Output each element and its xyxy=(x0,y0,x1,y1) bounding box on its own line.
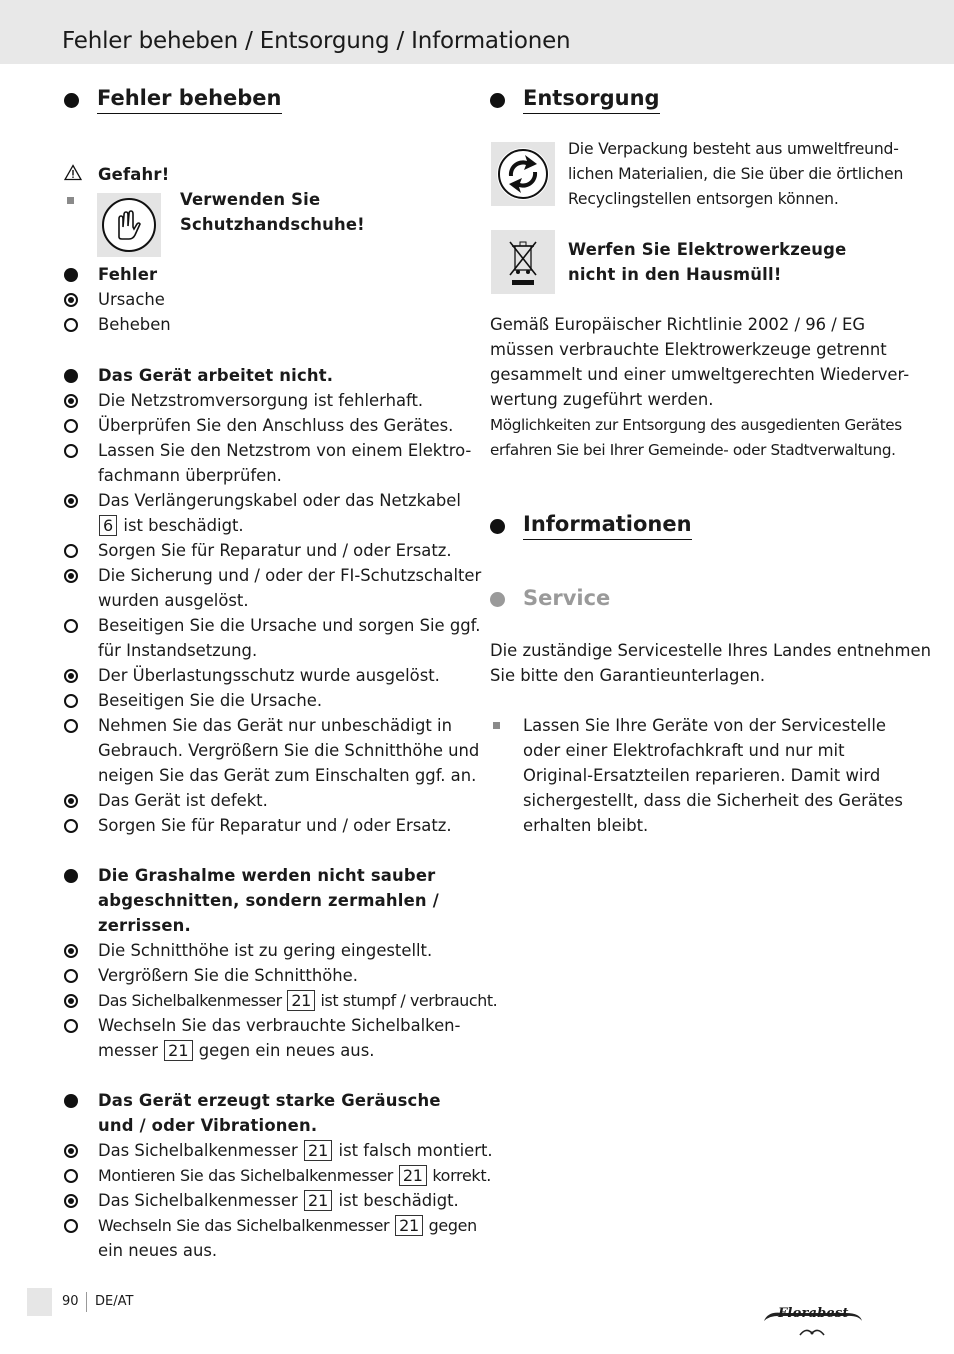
service-bullet-line: sichergestellt, dass die Sicherheit des Gerätes xyxy=(523,791,903,810)
language-code: DE/AT xyxy=(95,1294,134,1309)
remedy-marker xyxy=(64,444,78,458)
section-title: Service xyxy=(523,586,611,610)
section-informationen xyxy=(490,512,692,540)
remedy-marker xyxy=(64,544,78,558)
remedy-text xyxy=(98,1163,491,1188)
cause-text: Der Überlastungsschutz wurde ausgelöst. xyxy=(98,666,440,685)
fault-title: Das Gerät arbeitet nicht. xyxy=(98,366,334,385)
directive-text-line: müssen verbrauchte Elektrowerkzeuge getrennt xyxy=(490,340,887,359)
remedy-text-part: messer xyxy=(98,1041,158,1060)
cause-marker xyxy=(64,994,78,1008)
cause-marker xyxy=(64,669,78,683)
remedy-marker xyxy=(64,1219,78,1233)
packaging-text-line: lichen Materialien, die Sie über die örtlichen xyxy=(568,165,904,183)
directive-text-line: wertung zugeführt werden. xyxy=(490,390,714,409)
cause-text-part: ist beschädigt. xyxy=(123,516,244,535)
service-bullet-line: Lassen Sie Ihre Geräte von der Servicestelle xyxy=(523,716,886,735)
options-text-line: Möglichkeiten zur Entsorgung des ausgedienten Gerätes xyxy=(490,416,902,434)
cause-text: Die Sicherung und / oder der FI-Schutzschalter xyxy=(98,566,482,585)
fault-title: abgeschnitten, sondern zermahlen / xyxy=(98,891,439,910)
remedy-text: Überprüfen Sie den Anschluss des Gerätes. xyxy=(98,416,454,435)
remedy-marker xyxy=(64,969,78,983)
legend-fault-label: Fehler xyxy=(98,265,158,284)
section-entsorgung xyxy=(490,86,660,114)
section-service xyxy=(490,586,610,613)
remedy-text-part: Wechseln Sie das Sichelbalkenmesser xyxy=(98,1216,390,1235)
legend-remedy-label: Beheben xyxy=(98,315,171,334)
cause-text: wurden ausgelöst. xyxy=(98,591,249,610)
gloves-text xyxy=(180,187,365,237)
packaging-text-line: Recyclingstellen entsorgen können. xyxy=(568,190,839,208)
service-text-line: Sie bitte den Garantieunterlagen. xyxy=(490,666,766,685)
service-bullet-line: erhalten bleibt. xyxy=(523,816,649,835)
cause-marker xyxy=(64,1194,78,1208)
remedy-text-part: gegen xyxy=(428,1216,477,1235)
remedy-marker xyxy=(64,318,78,332)
remedy-text: neigen Sie das Gerät zum Einschalten ggf. an. xyxy=(98,766,477,785)
square-bullet xyxy=(67,197,74,204)
directive-text-line: gesammelt und einer umweltgerechten Wiederver- xyxy=(490,365,910,384)
packaging-text-line: Die Verpackung besteht aus umweltfreund- xyxy=(568,140,899,158)
remedy-marker xyxy=(64,1019,78,1033)
remedy-text xyxy=(98,1213,477,1238)
cause-text xyxy=(98,513,244,538)
cause-text: Die Schnitthöhe ist zu gering eingestellt. xyxy=(98,941,433,960)
warning-triangle-icon xyxy=(64,164,82,181)
part-reference: 21 xyxy=(287,990,315,1011)
section-title: Entsorgung xyxy=(523,86,660,114)
cause-marker xyxy=(64,293,78,307)
service-bullet-line: oder einer Elektrofachkraft und nur mit xyxy=(523,741,845,760)
gloves-icon-box xyxy=(97,193,161,257)
cause-marker xyxy=(64,1144,78,1158)
cause-text xyxy=(98,988,497,1013)
gloves-text-line: Verwenden Sie xyxy=(180,190,321,209)
fault-title: Das Gerät erzeugt starke Geräusche xyxy=(98,1091,441,1110)
cause-text-part: ist beschädigt. xyxy=(338,1191,459,1210)
page-number: 90 xyxy=(62,1294,79,1309)
green-dot-icon xyxy=(491,142,555,206)
part-reference: 21 xyxy=(164,1040,192,1061)
options-text-line: erfahren Sie bei Ihrer Gemeinde- oder Stadtverwaltung. xyxy=(490,441,896,459)
service-text xyxy=(490,638,931,688)
cause-text-part: Das Sichelbalkenmesser xyxy=(98,991,282,1010)
fault-title: zerrissen. xyxy=(98,916,191,935)
recycle-icon-box xyxy=(491,142,555,206)
cause-text-part: Das Sichelbalkenmesser xyxy=(98,1191,298,1210)
remedy-marker xyxy=(64,719,78,733)
cause-text xyxy=(98,1188,459,1213)
remedy-text: Sorgen Sie für Reparatur und / oder Ersatz. xyxy=(98,816,452,835)
part-reference: 21 xyxy=(395,1215,423,1236)
cause-marker xyxy=(64,494,78,508)
weee-text-line: nicht in den Hausmüll! xyxy=(568,265,782,284)
remedy-text: Sorgen Sie für Reparatur und / oder Ersatz. xyxy=(98,541,452,560)
footer-tab xyxy=(27,1288,52,1316)
bullet-dot xyxy=(490,592,505,607)
square-bullet xyxy=(493,722,500,729)
legend-cause-label: Ursache xyxy=(98,290,165,309)
bullet-dot xyxy=(64,93,79,108)
remedy-text: Beseitigen Sie die Ursache. xyxy=(98,691,323,710)
service-bullet-line: Original-Ersatzteilen reparieren. Damit wird xyxy=(523,766,881,785)
page-title: Fehler beheben / Entsorgung / Informationen xyxy=(62,28,571,54)
directive-text xyxy=(490,312,909,412)
danger-label: Gefahr! xyxy=(98,165,170,184)
cause-text-part: ist stumpf / verbraucht. xyxy=(320,991,498,1010)
brand-logo xyxy=(762,1303,864,1343)
gloves-text-line: Schutzhandschuhe! xyxy=(180,215,365,234)
brand-name: Florabest xyxy=(778,1306,849,1321)
section-fehler-beheben xyxy=(64,86,282,114)
fault-marker xyxy=(64,1094,78,1108)
bullet-dot xyxy=(490,93,505,108)
weee-text xyxy=(568,237,846,287)
fault-marker xyxy=(64,869,78,883)
cause-marker xyxy=(64,394,78,408)
remedy-text-part: gegen ein neues aus. xyxy=(198,1041,375,1060)
remedy-marker xyxy=(64,1169,78,1183)
remedy-text xyxy=(98,1038,374,1063)
packaging-text xyxy=(568,137,903,212)
remedy-text: Vergrößern Sie die Schnitthöhe. xyxy=(98,966,358,985)
fault-marker xyxy=(64,369,78,383)
cause-text-part: Das Sichelbalkenmesser xyxy=(98,1141,298,1160)
remedy-text: fachmann überprüfen. xyxy=(98,466,282,485)
service-bullet-text xyxy=(523,713,903,838)
cause-text-part: ist falsch montiert. xyxy=(338,1141,493,1160)
remedy-text: ein neues aus. xyxy=(98,1241,218,1260)
remedy-marker xyxy=(64,819,78,833)
remedy-text: Beseitigen Sie die Ursache und sorgen Sie ggf. xyxy=(98,616,481,635)
remedy-text-part: Montieren Sie das Sichelbalkenmesser xyxy=(98,1166,394,1185)
part-reference: 6 xyxy=(99,515,117,536)
footer-divider xyxy=(86,1292,87,1312)
section-title: Informationen xyxy=(523,512,692,540)
remedy-text: Gebrauch. Vergrößern Sie die Schnitthöhe und xyxy=(98,741,480,760)
part-reference: 21 xyxy=(304,1190,332,1211)
remedy-marker xyxy=(64,619,78,633)
header-bar xyxy=(0,0,954,64)
remedy-marker xyxy=(64,694,78,708)
remedy-text-part: korrekt. xyxy=(432,1166,491,1185)
weee-text-line: Werfen Sie Elektrowerkzeuge xyxy=(568,240,847,259)
gloves-icon xyxy=(97,193,161,257)
part-reference: 21 xyxy=(304,1140,332,1161)
remedy-text: Wechseln Sie das verbrauchte Sichelbalken- xyxy=(98,1016,461,1035)
remedy-marker xyxy=(64,419,78,433)
fault-title: Die Grashalme werden nicht sauber xyxy=(98,866,436,885)
cause-text xyxy=(98,1138,493,1163)
directive-text-line: Gemäß Europäischer Richtlinie 2002 / 96 / EG xyxy=(490,315,866,334)
part-reference: 21 xyxy=(399,1165,427,1186)
section-title: Fehler beheben xyxy=(97,86,282,114)
cause-marker xyxy=(64,944,78,958)
weee-icon-box xyxy=(491,230,555,294)
remedy-text: Lassen Sie den Netzstrom von einem Elektro- xyxy=(98,441,472,460)
remedy-text: für Instandsetzung. xyxy=(98,641,258,660)
crossed-bin-icon xyxy=(491,230,555,294)
remedy-text: Nehmen Sie das Gerät nur unbeschädigt in xyxy=(98,716,452,735)
service-text-line: Die zuständige Servicestelle Ihres Landes entnehmen xyxy=(490,641,931,660)
options-text xyxy=(490,413,902,463)
fault-marker xyxy=(64,268,78,282)
bullet-dot xyxy=(490,519,505,534)
cause-marker xyxy=(64,569,78,583)
cause-text: Das Gerät ist defekt. xyxy=(98,791,268,810)
cause-text: Die Netzstromversorgung ist fehlerhaft. xyxy=(98,391,424,410)
cause-marker xyxy=(64,794,78,808)
cause-text: Das Verlängerungskabel oder das Netzkabel xyxy=(98,491,461,510)
fault-title: und / oder Vibrationen. xyxy=(98,1116,318,1135)
